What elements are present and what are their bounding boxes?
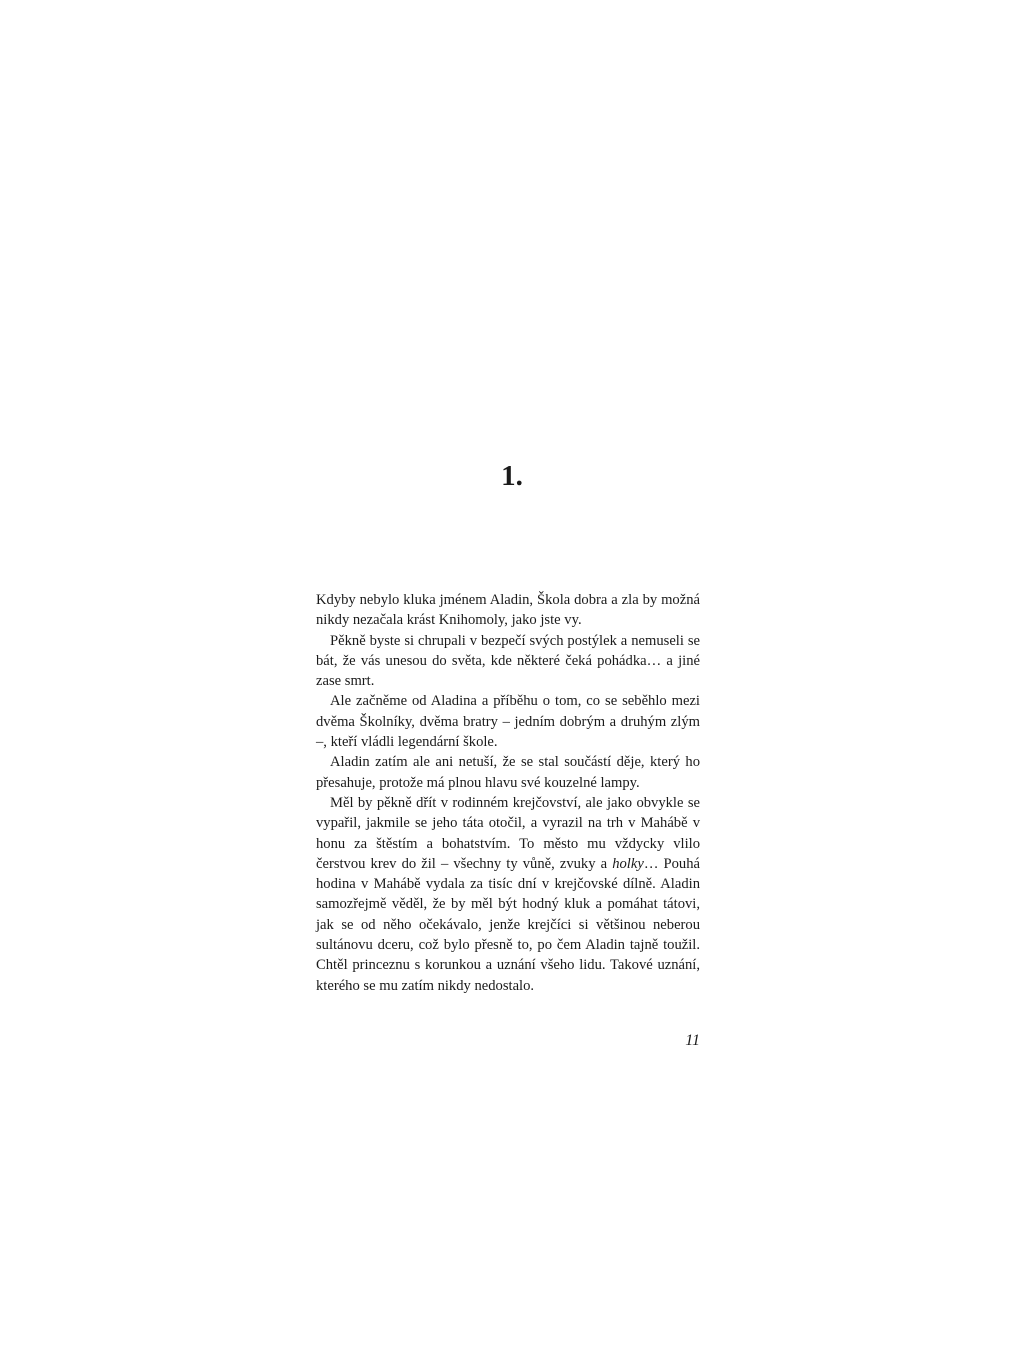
paragraph [316,793,700,996]
paragraph: Ale začněme od Aladina a příběhu o tom, co se seběhlo mezi dvěma Školníky, dvěma bratry – jedním dobrým a druhým zlým –, kteří vládli legendární škole. [316,693,700,751]
page-number: 11 [685,1032,700,1049]
chapter-number: 1. [501,460,523,492]
paragraph: Kdyby nebylo kluka jménem Aladin, Škola dobra a zla by možná nikdy nezačala krást Knihomoly, jako jste vy. [316,592,700,629]
paragraph: Pěkně byste si chrupali v bezpečí svých postýlek a nemuseli se bát, že vás unesou do světa, kde některé čeká pohádka… a jiné zase smrt. [316,632,700,690]
paragraph: Aladin zatím ale ani netuší, že se stal součástí děje, který ho přesahuje, protože má plnou hlavu své kouzelné lampy. [316,754,700,791]
chapter-body [316,590,700,996]
paragraph-text: Měl by pěkně dřít v rodinném krejčovství, ale jako obvykle se vypařil, jakmile se jeho táta otočil, a vyrazil na trh v Mahábě v honu za štěstím a bohatstvím. To město mu vždycky vlilo čerstvou krev do žil – všechny ty vůně, zvuky a [316,794,700,872]
italic-emphasis: holky [612,855,644,872]
paragraph-text: … Pouhá hodina v Mahábě vydala za tisíc dní v krejčovské dílně. Aladin samozřejmě věděl, že by měl být hodný kluk a pomáhat tátovi, jak se od něho očekávalo, jenže krejčíci si většinou neberou sultánovu dceru, což bylo přesně to, po čem Aladin tajně toužil. Chtěl princeznu s korunkou a uznání všeho lidu. Takové uznání, kterého se mu zatím nikdy nedostalo. [316,855,700,994]
